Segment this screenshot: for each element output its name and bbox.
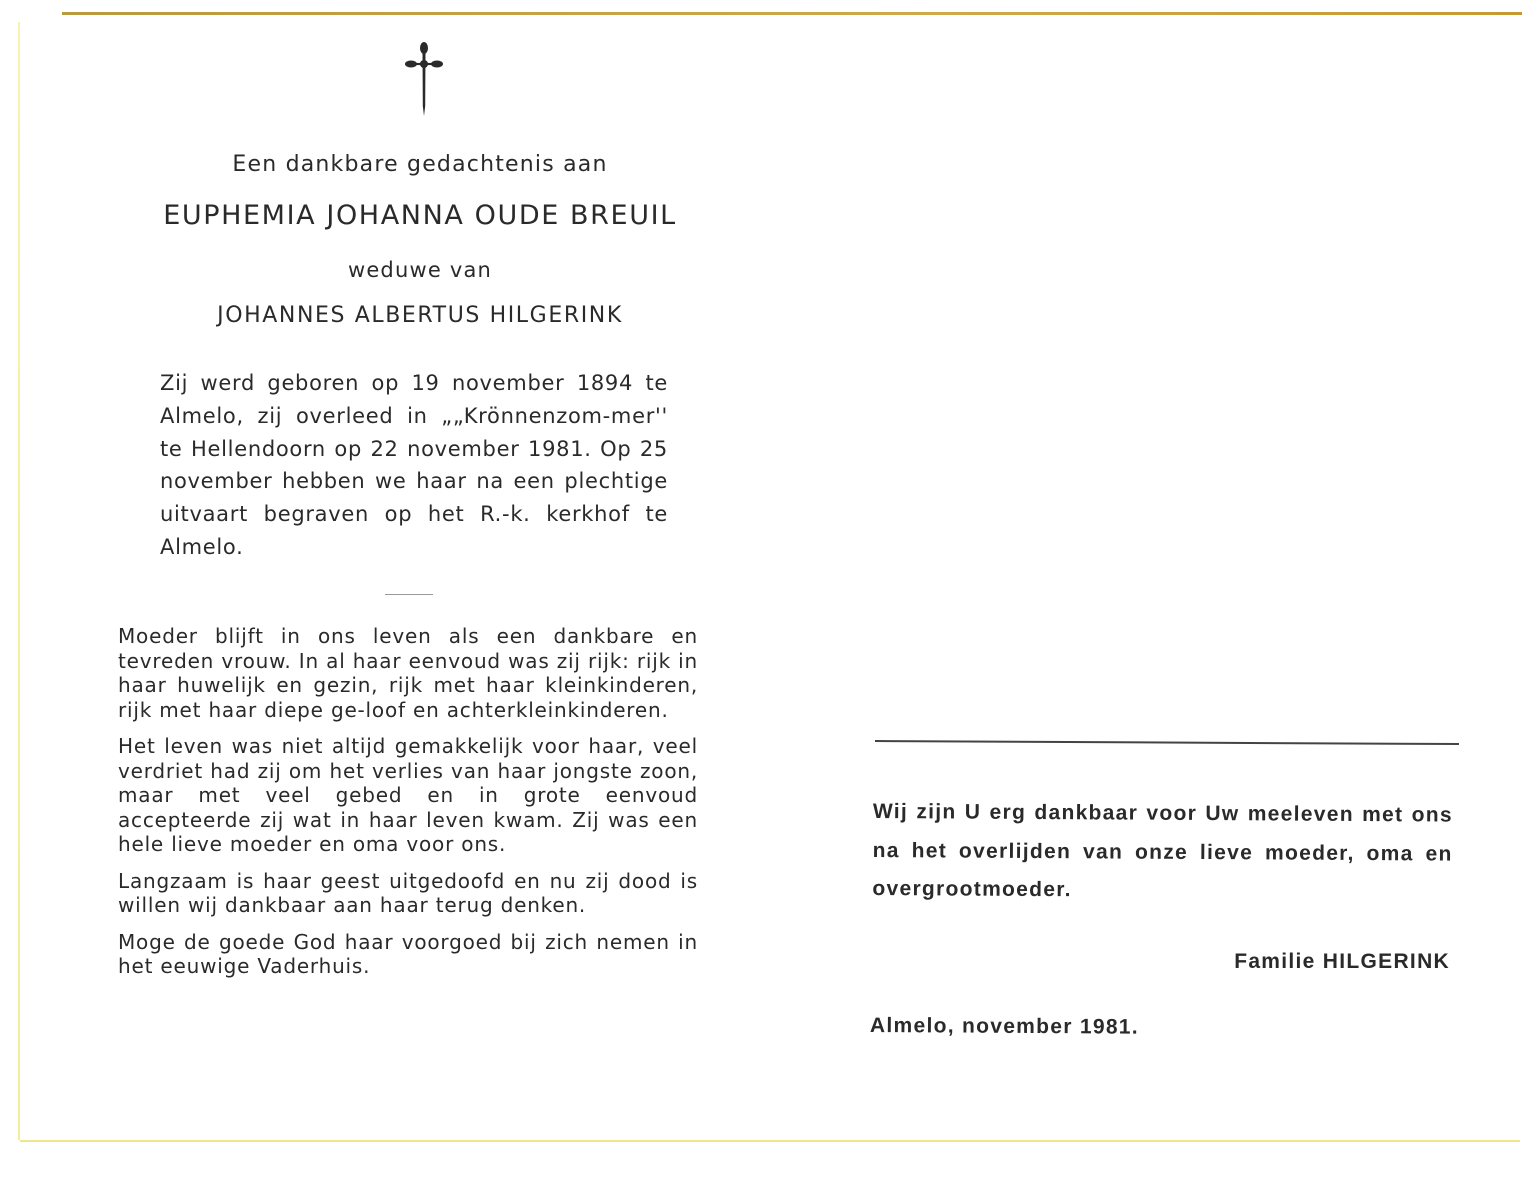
cross-icon xyxy=(404,40,444,118)
thanks-message: Wij zijn U erg dankbaar voor Uw meeleven met ons na het overlijden van onze lieve moeder, oma en overgrootmoeder. xyxy=(872,799,1453,902)
acknowledgement-rule xyxy=(875,740,1459,745)
tribute-text xyxy=(118,624,698,991)
card-left-edge xyxy=(18,22,20,1140)
biography-paragraph: Zij werd geboren op 19 november 1894 te Almelo, zij overleed in „„Krönnenzom-mer'' te Hellendoorn op 22 november 1981. Op 25 november hebben we haar na een plechtige uitvaart begraven op het R.-k. kerkhof te Almelo. xyxy=(160,371,668,559)
tribute-paragraph: Moge de goede God haar voorgoed bij zich nemen in het eeuwige Vaderhuis. xyxy=(118,929,698,978)
section-divider xyxy=(385,594,433,595)
card-bottom-edge xyxy=(20,1140,1520,1142)
tribute-paragraph: Langzaam is haar geest uitgedoofd en nu zij dood is willen wij dankbaar aan haar terug denken. xyxy=(118,868,698,917)
family-signature: Familie HILGERINK xyxy=(1234,950,1450,973)
deceased-name: EUPHEMIA JOHANNA OUDE BREUIL xyxy=(163,200,677,231)
relation-label: weduwe van xyxy=(347,258,493,282)
tribute-paragraph: Moeder blijft in ons leven als een dankbare en tevreden vrouw. In al haar eenvoud was zij rijk: rijk in haar huwelijk en gezin, rijk met haar kleinkinderen, rijk met haar diepe ge-loof en achterkleinkinderen. xyxy=(118,624,698,722)
tribute-paragraph: Het leven was niet altijd gemakkelijk voor haar, veel verdriet had zij om het verlies van haar jongste zoon, maar met veel gebed en in grote eenvoud accepteerde zij wat in haar leven kwam. Zij was een hele lieve moeder en oma voor ons. xyxy=(118,734,698,856)
spouse-name: JOHANNES ALBERTUS HILGERINK xyxy=(217,303,623,328)
memorial-intro: Een dankbare gedachtenis aan xyxy=(232,152,608,177)
place-date: Almelo, november 1981. xyxy=(869,1014,1140,1039)
card-top-edge xyxy=(62,12,1522,15)
